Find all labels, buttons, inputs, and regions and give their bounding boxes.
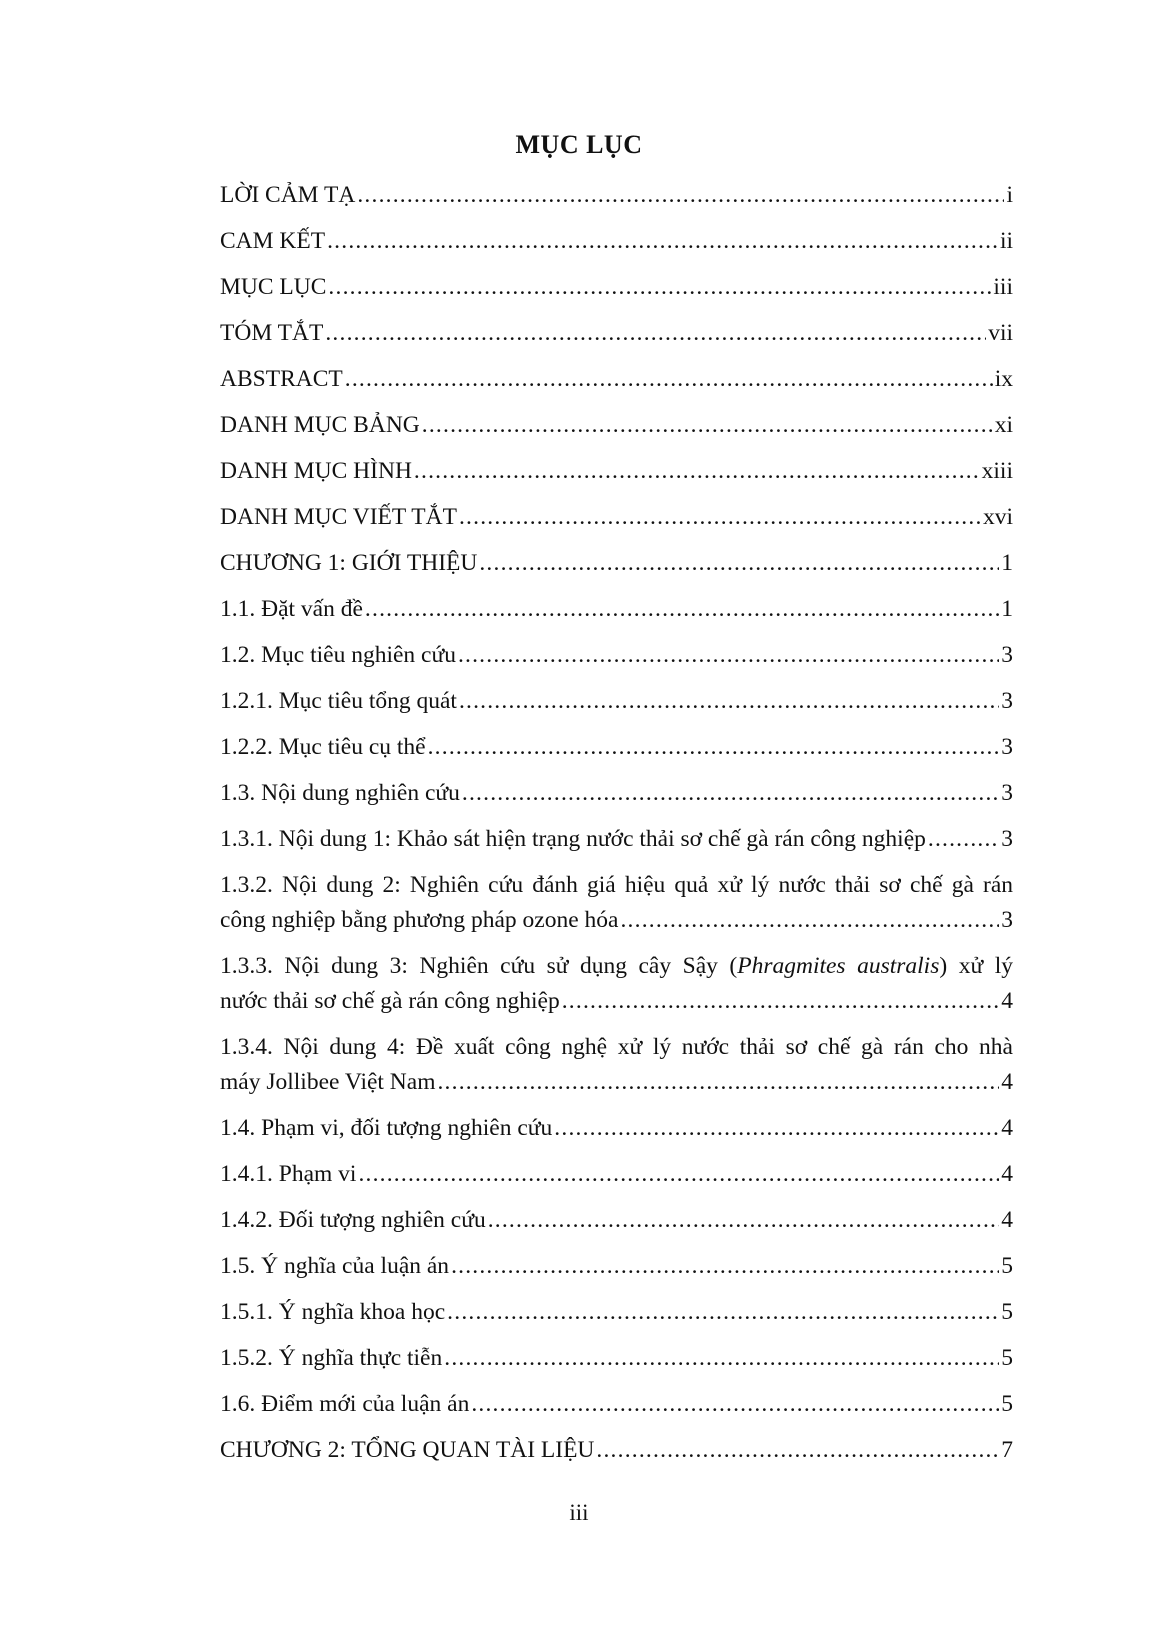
toc-page-number: ix	[994, 366, 1013, 392]
toc-page-number: 4	[1001, 988, 1013, 1014]
toc-entry[interactable]	[220, 224, 1013, 259]
toc-entry-label: 1.2.1. Mục tiêu tổng quát	[220, 688, 457, 714]
toc-leader-dots	[459, 500, 981, 535]
toc-page-number: 1	[1001, 596, 1013, 622]
toc-page-number: 5	[1001, 1299, 1013, 1325]
toc-entry-label: MỤC LỤC	[220, 274, 327, 300]
toc-entry-label: 1.4.2. Đối tượng nghiên cứu	[220, 1207, 486, 1233]
toc-leader-dots	[462, 776, 999, 811]
toc-entry-label: 1.1. Đặt vấn đề	[220, 596, 363, 622]
toc-entry-label: 1.6. Điểm mới của luận án	[220, 1391, 470, 1417]
toc-leader-dots	[414, 454, 980, 489]
toc-leader-dots	[422, 408, 993, 443]
toc-entry-label: 1.3.1. Nội dung 1: Khảo sát hiện trạng nước thải sơ chế gà rán công nghiệp	[220, 826, 926, 852]
toc-page-number: 4	[1001, 1161, 1013, 1187]
toc-page-number: 7	[1001, 1437, 1013, 1463]
toc-entry-first-line-post: ) xử lý	[939, 953, 1013, 979]
toc-entry-first-line	[220, 949, 1013, 984]
toc-leader-dots	[554, 1111, 999, 1146]
toc-leader-dots	[444, 1341, 999, 1376]
toc-entry[interactable]	[220, 270, 1013, 305]
toc-page-number: 5	[1001, 1253, 1013, 1279]
toc-leader-dots	[437, 1065, 999, 1100]
toc-entry-label: 1.2.2. Mục tiêu cụ thể	[220, 734, 426, 760]
toc-leader-dots	[345, 362, 993, 397]
toc-entry[interactable]	[220, 1111, 1013, 1146]
toc-page-number: i	[1006, 182, 1013, 208]
toc-entry-label: CAM KẾT	[220, 228, 326, 254]
toc-leader-dots	[451, 1249, 999, 1284]
toc-leader-dots	[328, 270, 991, 305]
toc-entry[interactable]	[220, 949, 1013, 1019]
toc-leader-dots	[928, 822, 999, 857]
toc-entry-scientific-name: Phragmites australis	[737, 953, 940, 979]
toc-entry[interactable]	[220, 500, 1013, 535]
toc-page-number: 3	[1001, 907, 1013, 933]
toc-entry[interactable]	[220, 1249, 1013, 1284]
toc-entry[interactable]	[220, 822, 1013, 857]
toc-entry-label: máy Jollibee Việt Nam	[220, 1069, 436, 1095]
toc-entry-label: DANH MỤC VIẾT TẮT	[220, 504, 457, 530]
toc-leader-dots	[562, 984, 1000, 1019]
toc-page-number: 5	[1001, 1391, 1013, 1417]
toc-leader-dots	[325, 316, 986, 351]
toc-entry-label: CHƯƠNG 1: GIỚI THIỆU	[220, 550, 478, 576]
toc-leader-dots	[488, 1203, 1000, 1238]
toc-entry-label: TÓM TẮT	[220, 320, 324, 346]
toc-page-number: xvi	[982, 504, 1013, 530]
toc-leader-dots	[479, 546, 999, 581]
toc-entry[interactable]	[220, 316, 1013, 351]
toc-leader-dots	[458, 638, 999, 673]
toc-leader-dots	[357, 178, 1004, 213]
toc-page-number: 4	[1001, 1207, 1013, 1233]
toc-entry-label: 1.3. Nội dung nghiên cứu	[220, 780, 460, 806]
toc-entry-label: công nghiệp bằng phương pháp ozone hóa	[220, 907, 619, 933]
page-title: MỤC LỤC	[515, 130, 643, 159]
toc-entry[interactable]	[220, 592, 1013, 627]
toc-page-number: 4	[1001, 1115, 1013, 1141]
toc-entry-label: LỜI CẢM TẠ	[220, 182, 356, 208]
toc-entry-first-line: 1.3.4. Nội dung 4: Đề xuất công nghệ xử lý nước thải sơ chế gà rán cho nhà	[220, 1034, 1013, 1060]
toc-page-number: 3	[1001, 688, 1013, 714]
toc-entry[interactable]	[220, 178, 1013, 213]
toc-entry[interactable]	[220, 1203, 1013, 1238]
toc-entry[interactable]	[220, 546, 1013, 581]
toc-entry[interactable]	[220, 1295, 1013, 1330]
toc-entry[interactable]	[220, 1030, 1013, 1100]
toc-entry-first-line-pre: 1.3.3. Nội dung 3: Nghiên cứu sử dụng cây Sậy (	[220, 953, 738, 979]
toc-page-number: iii	[993, 274, 1013, 300]
toc-entry[interactable]	[220, 408, 1013, 443]
toc-entry-label: 1.4. Phạm vi, đối tượng nghiên cứu	[220, 1115, 553, 1141]
page-number-footer: iii	[569, 1500, 589, 1525]
toc-page-number: ii	[999, 228, 1013, 254]
toc-entry[interactable]	[220, 776, 1013, 811]
toc-leader-dots	[365, 592, 999, 627]
toc-entry-label: 1.5. Ý nghĩa của luận án	[220, 1253, 450, 1279]
toc-page-number: 3	[1001, 826, 1013, 852]
toc-entry-label: DANH MỤC HÌNH	[220, 458, 412, 484]
toc-page-number: 1	[1001, 550, 1013, 576]
toc-entry-label: 1.5.2. Ý nghĩa thực tiễn	[220, 1345, 443, 1371]
toc-page-number: vii	[988, 320, 1013, 346]
toc-page-number: xiii	[981, 458, 1013, 484]
toc-leader-dots	[620, 903, 999, 938]
toc-leader-dots	[428, 730, 1000, 765]
toc-entry-first-line: 1.3.2. Nội dung 2: Nghiên cứu đánh giá hiệu quả xử lý nước thải sơ chế gà rán	[220, 872, 1013, 898]
toc-entry[interactable]	[220, 1387, 1013, 1422]
toc-entry[interactable]	[220, 454, 1013, 489]
toc-page-number: 5	[1001, 1345, 1013, 1371]
toc-entry-label: CHƯƠNG 2: TỔNG QUAN TÀI LIỆU	[220, 1437, 595, 1463]
toc-leader-dots	[471, 1387, 999, 1422]
toc-page-number: 3	[1001, 780, 1013, 806]
toc-leader-dots	[459, 684, 999, 719]
toc-entry[interactable]	[220, 1157, 1013, 1192]
toc-entry[interactable]	[220, 1433, 1013, 1468]
toc-entry[interactable]	[220, 868, 1013, 938]
toc-leader-dots	[447, 1295, 999, 1330]
toc-leader-dots	[358, 1157, 999, 1192]
toc-page-number: 3	[1001, 642, 1013, 668]
toc-entry-label: 1.4.1. Phạm vi	[220, 1161, 357, 1187]
toc-leader-dots	[327, 224, 998, 259]
toc-leader-dots	[596, 1433, 999, 1468]
toc-page-number: 4	[1001, 1069, 1013, 1095]
toc-entry-label: DANH MỤC BẢNG	[220, 412, 420, 438]
toc-entry[interactable]	[220, 638, 1013, 673]
toc-entry-label: 1.2. Mục tiêu nghiên cứu	[220, 642, 456, 668]
toc-entry-label: 1.5.1. Ý nghĩa khoa học	[220, 1299, 446, 1325]
toc-entry[interactable]	[220, 730, 1013, 765]
toc-entry[interactable]	[220, 1341, 1013, 1376]
toc-page-number: xi	[994, 412, 1013, 438]
toc-entry[interactable]	[220, 684, 1013, 719]
toc-entry[interactable]	[220, 362, 1013, 397]
toc-page-number: 3	[1001, 734, 1013, 760]
toc-entry-label: nước thải sơ chế gà rán công nghiệp	[220, 988, 560, 1014]
table-of-contents	[220, 178, 1013, 1479]
toc-entry-label: ABSTRACT	[220, 366, 343, 392]
